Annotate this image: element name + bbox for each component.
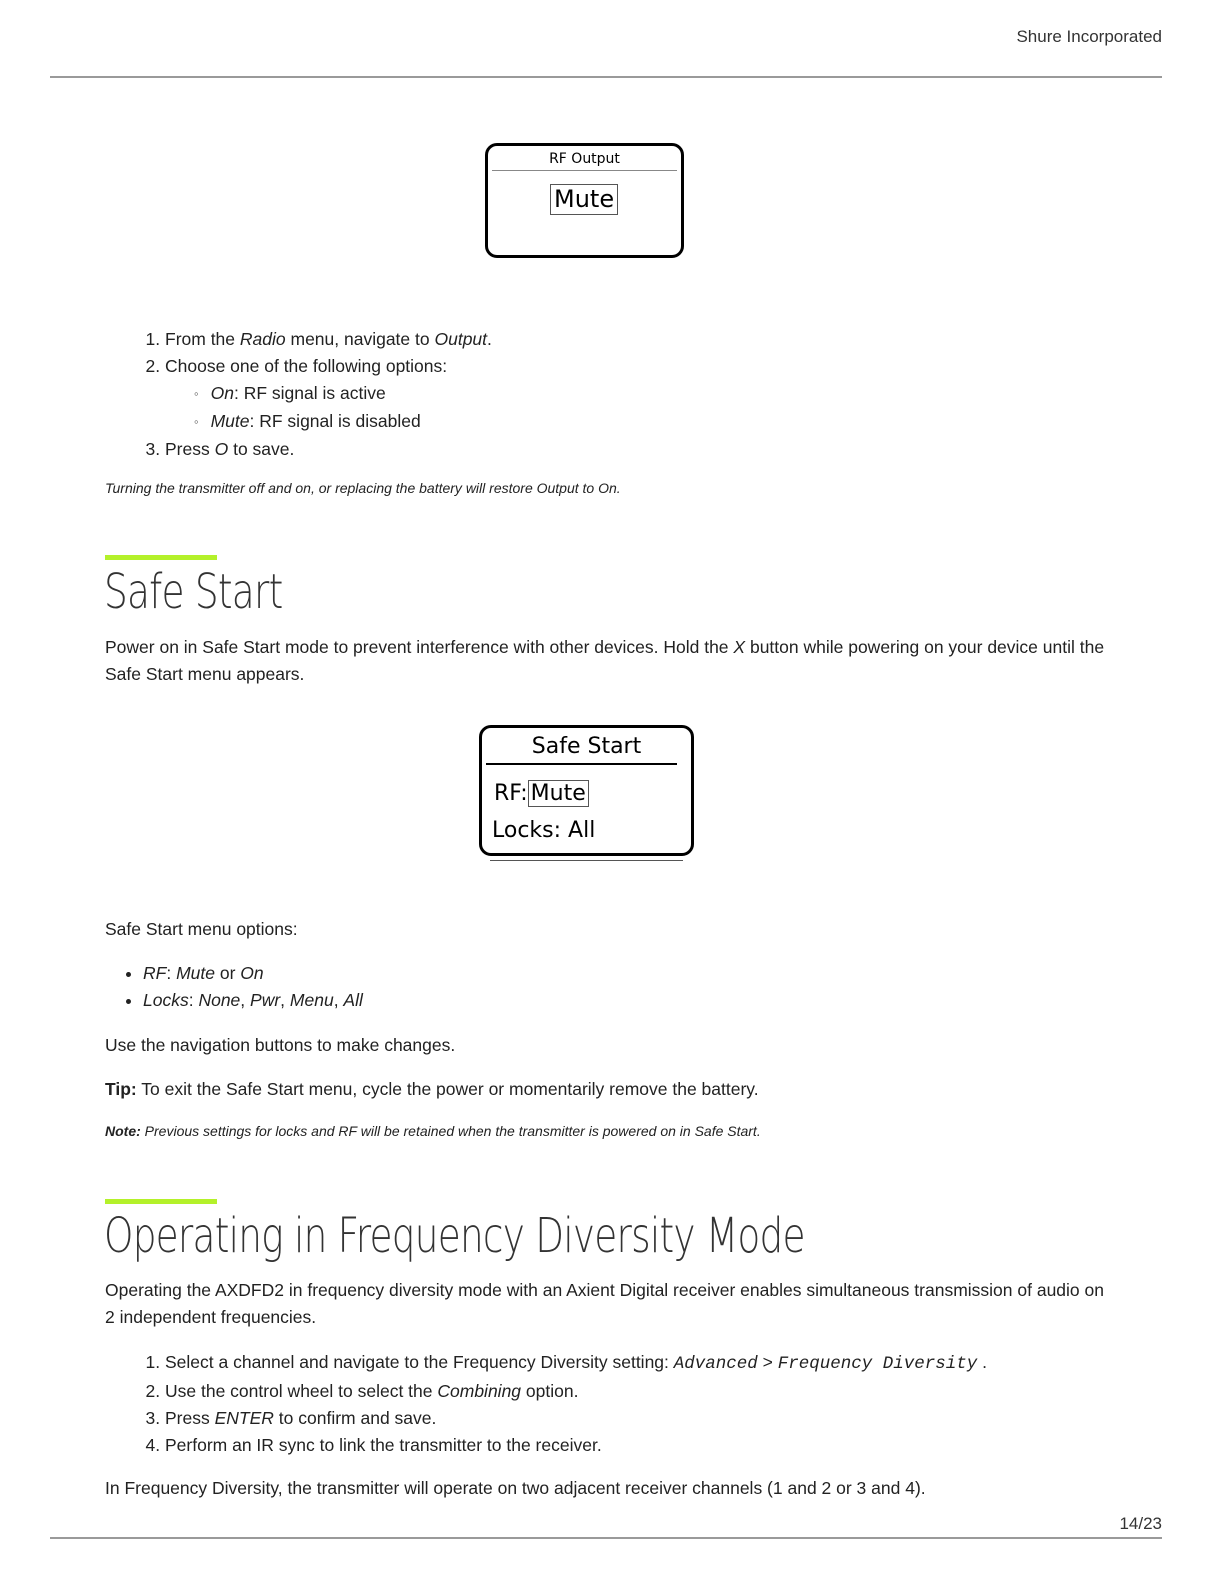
rf-output-display: [485, 143, 684, 258]
safe-start-options: [105, 960, 1105, 1014]
step-1: 1. From the Radio menu, navigate to Output.: [165, 326, 1105, 353]
option-on: ◦ On: RF signal is active: [194, 380, 1105, 408]
safe-start-options-intro: Safe Start menu options:: [105, 919, 298, 939]
safe-start-tip: Tip: To exit the Safe Start menu, cycle the power or momentarily remove the battery.: [105, 1079, 759, 1099]
safe-start-display-locks-row: Locks: All: [492, 818, 596, 843]
safe-start-note: Note: Previous settings for locks and RF will be retained when the transmitter is powered on in Safe Start.: [105, 1123, 761, 1139]
safe-start-nav-text: Use the navigation buttons to make changes.: [105, 1035, 456, 1055]
option-locks: • Locks: None, Pwr, Menu, All: [143, 987, 1105, 1014]
rf-output-steps: [105, 326, 1105, 463]
display-separator: [486, 763, 677, 765]
header-company: Shure Incorporated: [1016, 27, 1162, 46]
rf-output-display-value: Mute: [550, 184, 618, 215]
freq-diversity-steps: [105, 1349, 1105, 1459]
safe-start-intro: Power on in Safe Start mode to prevent interference with other devices. Hold the X button while powering on your device until the Safe Start menu appears.: [105, 637, 1105, 684]
rf-output-note: Turning the transmitter off and on, or replacing the battery will restore Output to On.: [105, 480, 621, 496]
header-rule: [50, 76, 1162, 78]
step-3: 3. Press O to save.: [165, 436, 1105, 463]
section-heading-frequency-diversity: Operating in Frequency Diversity Mode: [104, 1208, 805, 1264]
safe-start-display-rf-value: Mute: [528, 780, 589, 807]
display-underline: [490, 860, 683, 861]
section-accent-bar: [105, 555, 217, 560]
step-3: 3. Press ENTER to confirm and save.: [165, 1405, 1105, 1432]
option-rf: • RF: Mute or On: [143, 960, 1105, 987]
safe-start-display-rf-row: RF: Mute: [494, 780, 589, 808]
step-4: 4. Perform an IR sync to link the transmitter to the receiver.: [165, 1432, 1105, 1459]
freq-diversity-intro: Operating the AXDFD2 in frequency diversity mode with an Axient Digital receiver enables simultaneous transmission of audio on 2 independent frequencies.: [105, 1280, 1104, 1327]
safe-start-display-title: Safe Start: [531, 734, 642, 759]
page-number: 14/23: [1119, 1514, 1162, 1533]
display-separator: [492, 170, 677, 171]
section-accent-bar: [105, 1199, 217, 1204]
option-mute: ◦ Mute: RF signal is disabled: [194, 408, 1105, 436]
freq-diversity-closing: In Frequency Diversity, the transmitter will operate on two adjacent receiver channels (1 and 2 or 3 and 4).: [105, 1478, 926, 1498]
step-1: 1. Select a channel and navigate to the Frequency Diversity setting: Advanced > Frequency Diversity .: [165, 1349, 1105, 1378]
footer-rule: [50, 1537, 1162, 1539]
step-2: 2. Choose one of the following options: ◦ On: RF signal is active ◦ Mute: RF signal is disabled: [165, 353, 1105, 436]
safe-start-display: [479, 725, 694, 856]
section-heading-safe-start: Safe Start: [104, 564, 283, 620]
step-2: 2. Use the control wheel to select the Combining option.: [165, 1378, 1105, 1405]
rf-output-display-title: RF Output: [549, 151, 620, 167]
